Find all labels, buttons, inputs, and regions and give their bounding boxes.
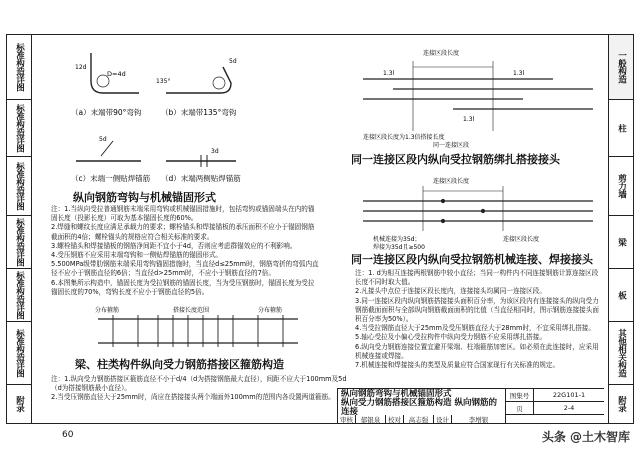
label-lap-note1: 连接区段长度为1.3倍搭接长度 [363,134,445,141]
page-number-cell: 2-4 [534,402,604,415]
lap-splice-figure [353,41,603,151]
note-item: 注：1.当纵向受拉普通钢筋末端采用弯钩或机械锚固措施时，包括弯钩或锚固端头在内的锚固长度（投影长度）可取为基本锚固长度的60%。 [51,205,315,223]
sidebar-label: 其他相关构造 [616,329,627,377]
label-l3: 1.3l [463,116,475,123]
sidebar-label: 标准构造详图 [14,329,25,377]
label-lap-note2: 同一连接区段 [433,142,470,149]
note-item: 3.螺栓锚头和焊接锚板的钢筋净间距不宜小于4d，否则应考虑群锚效应的不利影响。 [51,241,297,250]
drawing-content [33,35,601,423]
note-item: 2.凡接头中点位于连接区段长度内，连接接头均属同一连接区段。 [355,287,546,296]
sidebar-label: 梁 [616,238,627,246]
sidebar-section-other[interactable] [7,322,31,385]
sidebar-section-column[interactable] [7,100,31,157]
label-dist: 分布箍筋 [95,307,120,314]
reviewer-name: 郁银泉 [356,415,386,424]
sidebar-section-beam[interactable] [7,216,31,269]
label-weld-5d: 5d [99,136,107,143]
title-mech: 同一连接区段内纵向受拉钢筋机械连接、焊接接头 [351,253,593,266]
stirrup-figure [93,305,303,353]
label-hook-135: 135° [156,78,171,85]
sidebar-section-general[interactable] [7,35,31,100]
label-lap-range: 搭接长度范围 [173,307,210,314]
title-block [337,388,604,423]
label-hook-d: D=4d [107,70,126,78]
label-weld-3d: 3d [211,148,219,155]
label-mech-note2: 焊接为35d且≥500 [373,244,425,251]
sidebar-label: 附录 [616,396,627,412]
sidebar-section-slab[interactable] [609,269,633,322]
sidebar-section-shearwall[interactable] [7,157,31,216]
label-mech-z1: 连接区段长度 [503,236,540,243]
check-label: 校对 [386,415,404,424]
note-item: 注：1.纵向受力钢筋搭接区箍筋直径不小于d/4（d为搭接钢筋最大直径），间距不应大于100mm及5d（d为搭接钢筋最小直径）。 [51,375,347,393]
note-item: 3.同一连接区段内纵向钢筋搭接接头面积百分率，为该区段内有连接接头的纵向受力钢筋截面面积与全部纵向钢筋截面面积的比值（当直径相同时，图示钢筋连接接头面积百分率为50%）。 [355,296,599,324]
sidebar-section-slab[interactable] [7,269,31,322]
sidebar-label: 板 [616,291,627,299]
note-item: 6.纵向受力钢筋连接位置宜避开梁端、柱端箍筋加密区。如必须在此连接时，应采用机械连接或焊接。 [355,342,599,360]
note-item: 5.轴心受拉及小偏心受拉构件中纵向受力钢筋不应采用绑扎搭接。 [355,333,546,342]
title-line: 纵向受力钢筋搭接区箍筋构造 纵向钢筋的连接 [341,398,497,417]
sidebar-section-general[interactable] [609,35,633,100]
title-anchor: 纵向钢筋弯钩与机械锚固形式 [73,191,216,204]
note-item: 5.500MPa级带肋钢筋末端采用弯钩锚固措施时，当直径d≤25mm时，钢筋弯折的弯弧内直径不应小于钢筋直径的6倍；当直径d>25mm时，不应小于钢筋直径的7倍。 [51,260,319,278]
sidebar-label: 标准构造详图 [14,271,25,319]
label-dist2: 分布箍筋 [258,307,283,314]
notes-anchor [51,205,319,297]
label-hook-5d: 5d [229,58,237,65]
note-item: 6.本图集所示构造中，锚固长度为受拉钢筋的锚固长度，当为受压钢筋时，锚固长度为受拉锚固长度的70%，弯钩长度不应小于钢筋直径的5倍。 [51,278,315,296]
sidebar-label: 一般构造 [616,51,627,83]
mech-splice-figure [353,171,603,251]
designer-name: 李增银 [452,415,506,424]
label-l2: 1.3l [513,70,525,77]
note-item: 注：1. d为相互连接两根钢筋中较小直径；当同一构件内不同连接钢筋计算连接区段长度不同时取大值。 [355,269,599,287]
title-block-title [338,389,506,415]
anchor-hook-figures [61,43,251,193]
label-mech-zone: 连接区段长度 [433,178,470,185]
notes-stirrup [51,375,351,403]
drawing-sheet [6,34,634,424]
sidebar-label: 标准构造详图 [14,43,25,91]
label-mech-note1: 机械连接为35d； [373,236,421,243]
caption-b: （b）末端带135°弯钩 [161,108,237,117]
atlas-number: 22G101-1 [534,389,604,402]
hook-135-bar [166,67,231,93]
caption-d: （d）末端两侧贴焊锚筋 [161,174,241,183]
sidebar-label: 附录 [14,396,25,412]
atlas-label: 图集号 [506,389,534,402]
sidebar-label: 标准构造详图 [14,104,25,152]
note-item: 4.当受拉钢筋直径大于25mm及受压钢筋直径大于28mm时，不宜采用绑扎搭接。 [355,324,595,333]
notes-lap [355,269,599,370]
note-item: 4.受压钢筋不应采用末端弯钩和一侧贴焊锚筋的锚固形式。 [51,251,223,260]
review-label: 审核 [338,415,356,424]
title-lap: 同一连接区段内纵向受拉钢筋绑扎搭接接头 [351,153,560,166]
note-item: 2.当受压钢筋直径大于25mm时，尚应在搭接接头两个端面外100mm的范围内各设置两道箍筋。 [51,393,335,402]
title-line: 纵向钢筋弯钩与机械锚固形式 [341,389,452,399]
sidebar-section-beam[interactable] [609,216,633,269]
caption-c: （c）末端一侧贴焊锚筋 [71,174,151,183]
sidebar-section-appendix[interactable] [7,385,31,423]
sidebar-section-other[interactable] [609,322,633,385]
label-l1: 1.3l [383,70,395,77]
label-zone-len: 连接区段长度 [423,50,460,57]
sidebar-label: 剪力墙 [616,174,627,198]
note-item: 7.机械连接和焊接接头的类型及质量应符合国家现行有关标准的规定。 [355,361,560,370]
left-sidebar [7,35,32,423]
sidebar-section-shearwall[interactable] [609,157,633,216]
title-stirrup: 梁、柱类构件纵向受力钢筋搭接区箍筋构造 [75,358,284,371]
checker-name: 高志强 [404,415,434,424]
sidebar-label: 柱 [616,124,627,132]
sidebar-label: 标准构造详图 [14,162,25,210]
sidebar-section-column[interactable] [609,100,633,157]
sidebar-section-appendix[interactable] [609,385,633,423]
right-sidebar [608,35,633,423]
watermark: 头条 @土木智库 [541,430,630,444]
caption-a: （a）末端带90°弯钩 [71,108,142,117]
label-hook-12d: 12d [75,64,87,71]
page-label: 页 [506,402,534,415]
page-number: 60 [62,430,74,440]
note-item: 2.焊缝和螺纹长度应满足承载力的要求；螺栓锚头和焊接锚板的承压面积不应小于锚固钢筋截面积的4倍；螺栓锚头的规格应符合相关标准的要求。 [51,223,315,241]
sidebar-label: 标准构造详图 [14,218,25,266]
design-label: 设计 [434,415,452,424]
